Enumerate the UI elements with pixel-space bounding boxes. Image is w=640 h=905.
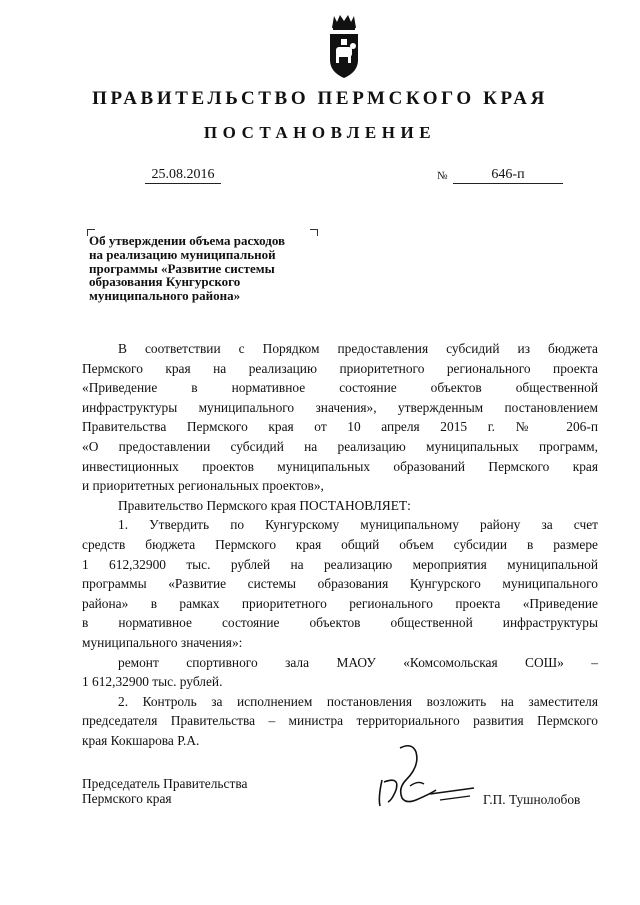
signer-position-line: Пермского края xyxy=(82,791,172,806)
body-line: Пермского края на реализацию приоритетного регионального проекта xyxy=(82,360,598,376)
subject-line: Об утверждении объема расходов xyxy=(89,233,286,248)
body-line: инвестиционных проектов муниципальных образований Пермского края xyxy=(82,458,598,474)
document-date: 25.08.2016 xyxy=(145,166,221,184)
body-line: Правительство Пермского края ПОСТАНОВЛЯЕТ: xyxy=(118,497,411,513)
signer-position-line: Председатель Правительства xyxy=(82,776,248,791)
body-line: В соответствии с Порядком предоставления субсидий из бюджета xyxy=(118,341,598,356)
document-number: 646-п xyxy=(453,166,563,184)
body-line: средств бюджета Пермского края общий объем субсидии в размере xyxy=(82,536,598,552)
body-line: «Приведение в нормативное состояние объектов общественной xyxy=(82,380,598,396)
document-body xyxy=(82,339,598,750)
subject-line: образования Кунгурского xyxy=(89,274,241,290)
body-line: Правительства Пермского края от 10 апреля 2015 г. № 206-п xyxy=(82,419,598,435)
handwritten-signature xyxy=(370,740,480,810)
body-line: 1. Утвердить по Кунгурскому муниципальному району за счет xyxy=(118,517,598,533)
subject-line: программы «Развитие системы xyxy=(89,260,275,276)
body-line: края Кокшарова Р.А. xyxy=(82,732,200,748)
subject-line: муниципального района» xyxy=(89,288,241,304)
body-line: 1 612,32900 тыс. рублей. xyxy=(82,674,223,690)
signer-position xyxy=(82,776,247,806)
body-line: «О предоставлении субсидий на реализацию муниципальных программ, xyxy=(82,438,598,454)
body-line: муниципального значения»: xyxy=(82,634,243,650)
number-sign: № xyxy=(437,170,448,182)
body-line: председателя Правительства – министра территориального развития Пермского xyxy=(82,713,598,729)
document-type: ПОСТАНОВЛЕНИЕ xyxy=(203,123,437,142)
document-subject xyxy=(89,234,329,303)
body-line: ремонт спортивного зала МАОУ «Комсомольская СОШ» – xyxy=(118,654,598,670)
body-line: и приоритетных региональных проектов», xyxy=(82,478,324,494)
body-line: 1 612,32900 тыс. рублей на реализацию мероприятия муниципальной xyxy=(82,556,598,572)
body-line: района» в рамках приоритетного регионального проекта «Приведение xyxy=(82,595,598,611)
government-title: ПРАВИТЕЛЬСТВО ПЕРМСКОГО КРАЯ xyxy=(92,88,548,109)
body-line: программы «Развитие системы образования Кунгурского муниципального xyxy=(82,576,598,592)
subject-line: на реализацию муниципальной xyxy=(89,246,276,262)
coat-of-arms-icon xyxy=(324,14,364,80)
body-line: инфраструктуры муниципального значения», утвержденным постановлением xyxy=(82,399,598,415)
signer-name: Г.П. Тушнолобов xyxy=(483,792,581,807)
body-line: в нормативное состояние объектов общественной инфраструктуры xyxy=(82,615,598,631)
body-line: 2. Контроль за исполнением постановления возложить на заместителя xyxy=(118,693,598,709)
